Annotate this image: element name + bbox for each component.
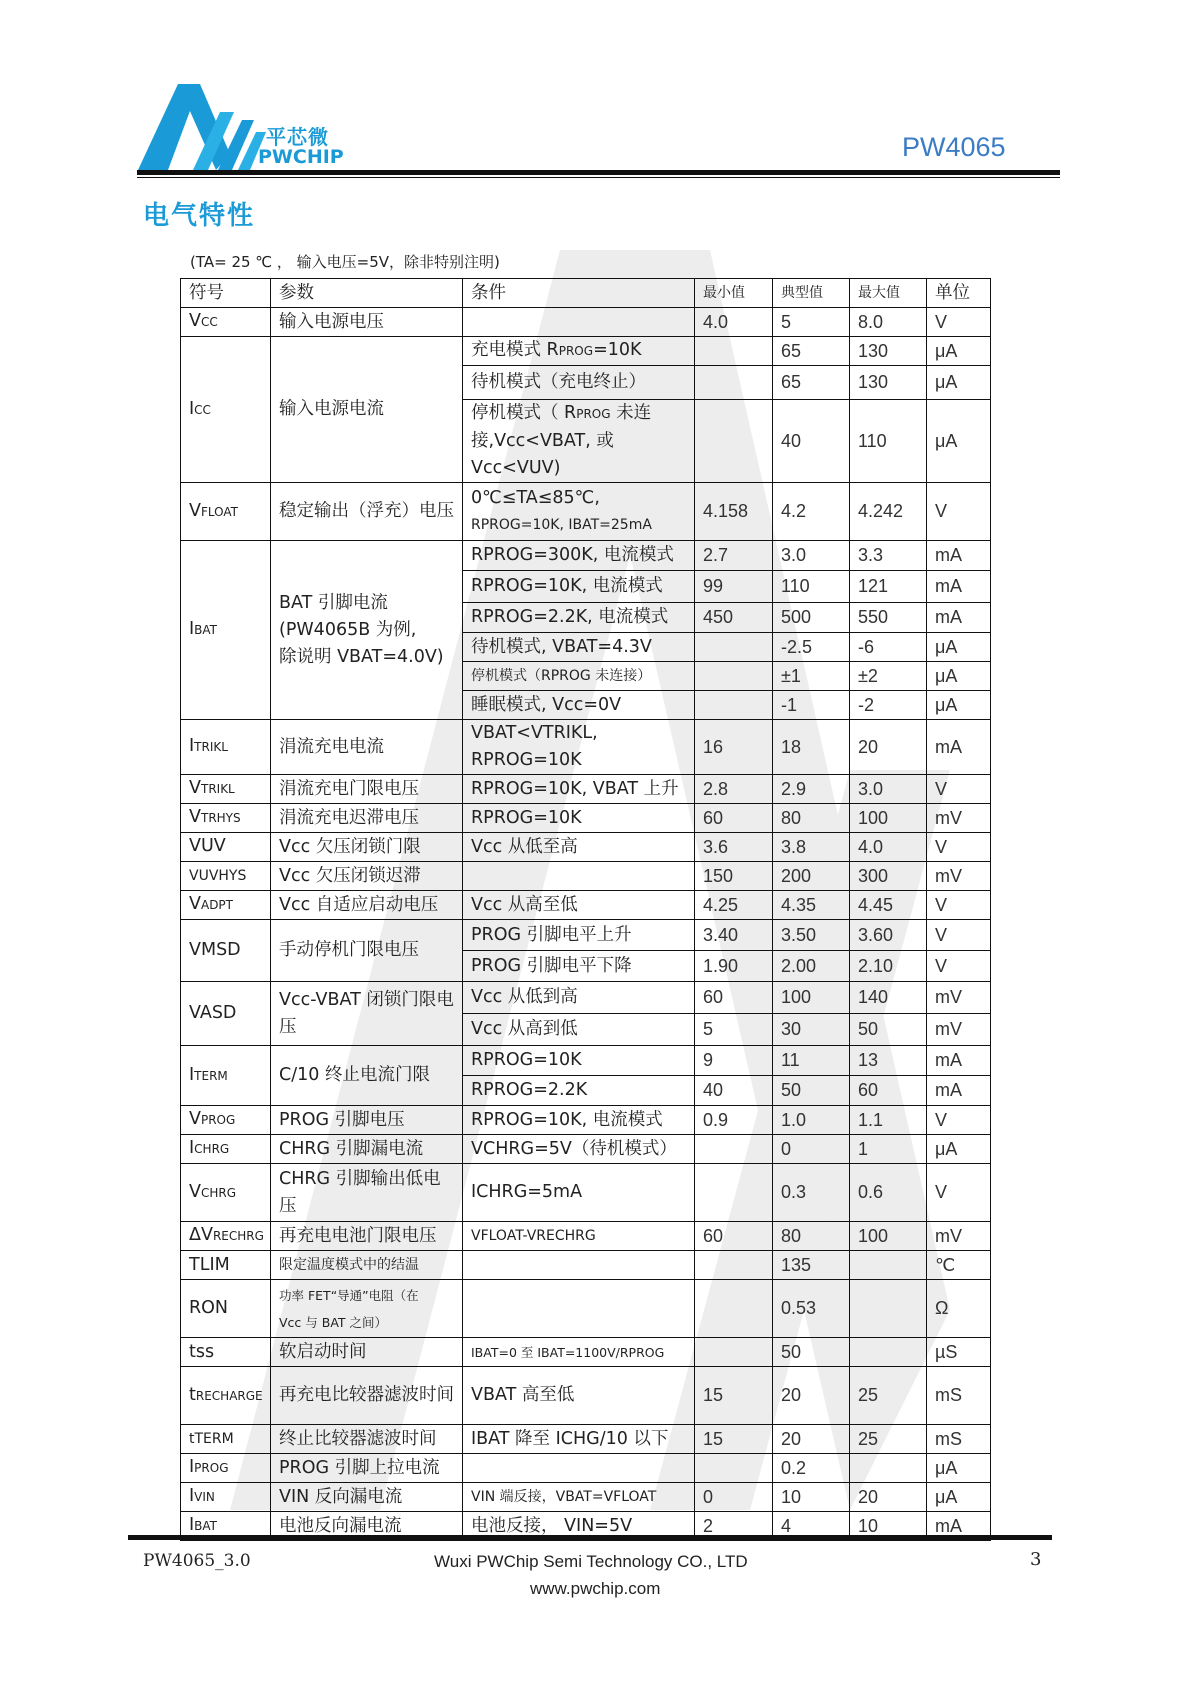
parameter-cell: 电池反向漏电流 — [271, 1512, 463, 1541]
company-url[interactable]: www.pwchip.com — [530, 1579, 661, 1598]
typ-cell: 100 — [773, 982, 850, 1014]
table-row — [181, 804, 991, 833]
min-cell: 4.25 — [695, 891, 773, 920]
symbol-cell: TLIM — [181, 1251, 271, 1280]
typ-cell: 110 — [773, 571, 850, 603]
condition-cell: RPROG=10K, 电流模式 — [463, 1106, 695, 1135]
table-row — [181, 775, 991, 804]
brand-name-en: PWCHIP — [258, 146, 344, 168]
symbol-cell: VUV — [181, 833, 271, 862]
table-row — [181, 1222, 991, 1251]
header-rule — [137, 170, 1060, 175]
max-cell — [850, 1251, 927, 1280]
min-cell — [695, 1135, 773, 1164]
table-row — [181, 1280, 991, 1338]
typ-cell: 3.50 — [773, 920, 850, 951]
typ-cell: 50 — [773, 1338, 850, 1367]
parameter-cell: Vcc-VBAT 闭锁门限电压 — [271, 982, 463, 1046]
max-cell — [850, 1280, 927, 1338]
condition-cell: 充电模式 RPROG=10K — [463, 337, 695, 366]
parameter-cell: 再充电电池门限电压 — [271, 1222, 463, 1251]
condition-cell: VFLOAT-VRECHRG — [463, 1222, 695, 1251]
max-cell: 3.60 — [850, 920, 927, 951]
unit-cell: mA — [927, 1046, 991, 1076]
min-cell — [695, 1338, 773, 1367]
symbol-cell: VPROG — [181, 1106, 271, 1135]
section-title: 电气特性 — [143, 201, 256, 231]
max-cell: 130 — [850, 337, 927, 366]
symbol-cell: VMSD — [181, 920, 271, 982]
condition-cell: VCHRG=5V（待机模式） — [463, 1135, 695, 1164]
max-cell: 300 — [850, 862, 927, 891]
max-cell: 0.6 — [850, 1164, 927, 1222]
condition-cell: PROG 引脚电平下降 — [463, 951, 695, 982]
condition-cell: 电池反接， VIN=5V — [463, 1512, 695, 1541]
table-row — [181, 1367, 991, 1425]
condition-cell: RPROG=10K, 电流模式 — [463, 571, 695, 603]
symbol-cell: IVIN — [181, 1483, 271, 1512]
unit-cell: μA — [927, 633, 991, 662]
parameter-cell: PROG 引脚电压 — [271, 1106, 463, 1135]
min-cell: 5 — [695, 1014, 773, 1046]
table-row — [181, 720, 991, 775]
symbol-cell: VTRIKL — [181, 775, 271, 804]
unit-cell: mA — [927, 720, 991, 775]
symbol-cell: ICC — [181, 337, 271, 483]
max-cell: 110 — [850, 400, 927, 483]
table-row — [181, 862, 991, 891]
unit-cell: μA — [927, 1135, 991, 1164]
unit-cell: mA — [927, 1076, 991, 1106]
typ-cell: 4.2 — [773, 483, 850, 541]
condition-cell: RPROG=300K, 电流模式 — [463, 541, 695, 571]
parameter-cell: 输入电源电流 — [271, 337, 463, 483]
min-cell: 16 — [695, 720, 773, 775]
symbol-cell: IPROG — [181, 1454, 271, 1483]
typ-cell: 200 — [773, 862, 850, 891]
header-unit: 单位 — [927, 279, 991, 308]
typ-cell: 18 — [773, 720, 850, 775]
condition-cell — [463, 1251, 695, 1280]
max-cell: 10 — [850, 1512, 927, 1541]
condition-cell: VIN 端反接，VBAT=VFLOAT — [463, 1483, 695, 1512]
typ-cell: 2.9 — [773, 775, 850, 804]
min-cell — [695, 662, 773, 691]
typ-cell: ±1 — [773, 662, 850, 691]
condition-cell: IBAT 降至 ICHG/10 以下 — [463, 1425, 695, 1454]
parameter-cell: 涓流充电门限电压 — [271, 775, 463, 804]
parameter-cell: 限定温度模式中的结温 — [271, 1251, 463, 1280]
table-row — [181, 1483, 991, 1512]
parameter-cell: Vcc 欠压闭锁门限 — [271, 833, 463, 862]
typ-cell: 135 — [773, 1251, 850, 1280]
condition-cell: Vcc 从低到高 — [463, 982, 695, 1014]
header-max: 最大值 — [850, 279, 927, 308]
unit-cell: Ω — [927, 1280, 991, 1338]
typ-cell: 5 — [773, 308, 850, 337]
condition-cell: 待机模式, VBAT=4.3V — [463, 633, 695, 662]
max-cell: 100 — [850, 804, 927, 833]
header-typ: 典型值 — [773, 279, 850, 308]
header-symbol: 符号 — [181, 279, 271, 308]
parameter-cell: 涓流充电迟滞电压 — [271, 804, 463, 833]
condition-cell: RPROG=10K — [463, 1046, 695, 1076]
typ-cell: 0 — [773, 1135, 850, 1164]
unit-cell: μA — [927, 400, 991, 483]
table-row — [181, 483, 991, 541]
unit-cell: mV — [927, 1014, 991, 1046]
parameter-cell: 再充电比较器滤波时间 — [271, 1367, 463, 1425]
max-cell: 25 — [850, 1367, 927, 1425]
condition-cell: RPROG=10K, VBAT 上升 — [463, 775, 695, 804]
max-cell: 20 — [850, 1483, 927, 1512]
symbol-cell: VTRHYS — [181, 804, 271, 833]
symbol-cell: tTERM — [181, 1425, 271, 1454]
unit-cell: ℃ — [927, 1251, 991, 1280]
min-cell — [695, 1454, 773, 1483]
min-cell: 2 — [695, 1512, 773, 1541]
min-cell: 450 — [695, 603, 773, 633]
min-cell — [695, 633, 773, 662]
symbol-cell: ITERM — [181, 1046, 271, 1106]
unit-cell: µS — [927, 1338, 991, 1367]
condition-cell: VBAT 高至低 — [463, 1367, 695, 1425]
parameter-cell: CHRG 引脚输出低电压 — [271, 1164, 463, 1222]
min-cell: 4.0 — [695, 308, 773, 337]
typ-cell: 80 — [773, 804, 850, 833]
unit-cell: mV — [927, 804, 991, 833]
min-cell: 0.9 — [695, 1106, 773, 1135]
unit-cell: V — [927, 951, 991, 982]
condition-cell: Vcc 从低至高 — [463, 833, 695, 862]
max-cell: 1.1 — [850, 1106, 927, 1135]
parameter-cell: C/10 终止电流门限 — [271, 1046, 463, 1106]
typ-cell: 4.35 — [773, 891, 850, 920]
max-cell: 550 — [850, 603, 927, 633]
condition-cell: 睡眠模式, Vcc=0V — [463, 691, 695, 720]
condition-cell: RPROG=2.2K, 电流模式 — [463, 603, 695, 633]
unit-cell: mS — [927, 1367, 991, 1425]
min-cell: 1.90 — [695, 951, 773, 982]
table-row — [181, 1425, 991, 1454]
max-cell: 1 — [850, 1135, 927, 1164]
symbol-cell: IBAT — [181, 541, 271, 720]
unit-cell: μA — [927, 1483, 991, 1512]
max-cell — [850, 1454, 927, 1483]
symbol-cell: IBAT — [181, 1512, 271, 1541]
typ-cell: 3.0 — [773, 541, 850, 571]
parameter-cell: 手动停机门限电压 — [271, 920, 463, 982]
unit-cell: mA — [927, 541, 991, 571]
table-row — [181, 1106, 991, 1135]
table-row — [181, 308, 991, 337]
max-cell: 60 — [850, 1076, 927, 1106]
min-cell — [695, 1251, 773, 1280]
min-cell — [695, 1164, 773, 1222]
typ-cell: -1 — [773, 691, 850, 720]
parameter-cell: 终止比较器滤波时间 — [271, 1425, 463, 1454]
symbol-cell: VFLOAT — [181, 483, 271, 541]
symbol-cell: RON — [181, 1280, 271, 1338]
parameter-cell: 输入电源电压 — [271, 308, 463, 337]
typ-cell: 4 — [773, 1512, 850, 1541]
condition-cell: IBAT=0 至 IBAT=1100V/RPROG — [463, 1338, 695, 1367]
table-row — [181, 891, 991, 920]
unit-cell: V — [927, 483, 991, 541]
parameter-cell: Vcc 自适应启动电压 — [271, 891, 463, 920]
unit-cell: V — [927, 920, 991, 951]
page-number: 3 — [1030, 1549, 1042, 1570]
typ-cell: 1.0 — [773, 1106, 850, 1135]
condition-cell: Vcc 从高至低 — [463, 891, 695, 920]
symbol-cell: VUVHYS — [181, 862, 271, 891]
typ-cell: 0.53 — [773, 1280, 850, 1338]
condition-cell: RPROG=10K — [463, 804, 695, 833]
min-cell: 0 — [695, 1483, 773, 1512]
table-row — [181, 982, 991, 1014]
min-cell: 9 — [695, 1046, 773, 1076]
condition-cell: 待机模式（充电终止） — [463, 366, 695, 400]
header-condition: 条件 — [463, 279, 695, 308]
unit-cell: V — [927, 833, 991, 862]
max-cell: 2.10 — [850, 951, 927, 982]
min-cell: 4.158 — [695, 483, 773, 541]
typ-cell: 30 — [773, 1014, 850, 1046]
typ-cell: 50 — [773, 1076, 850, 1106]
min-cell: 3.6 — [695, 833, 773, 862]
header-parameter: 参数 — [271, 279, 463, 308]
max-cell: 4.0 — [850, 833, 927, 862]
condition-cell: VBAT<VTRIKL, RPROG=10K — [463, 720, 695, 775]
header-min: 最小值 — [695, 279, 773, 308]
condition-cell: RPROG=2.2K — [463, 1076, 695, 1106]
min-cell: 15 — [695, 1367, 773, 1425]
min-cell — [695, 691, 773, 720]
min-cell: 15 — [695, 1425, 773, 1454]
unit-cell: V — [927, 1164, 991, 1222]
table-row — [181, 1251, 991, 1280]
unit-cell: mA — [927, 1512, 991, 1541]
max-cell: 4.242 — [850, 483, 927, 541]
table-row — [181, 833, 991, 862]
table-row — [181, 1135, 991, 1164]
unit-cell: μA — [927, 1454, 991, 1483]
parameter-cell: 软启动时间 — [271, 1338, 463, 1367]
unit-cell: mA — [927, 571, 991, 603]
unit-cell: mS — [927, 1425, 991, 1454]
header-rule-thin — [137, 177, 1060, 178]
condition-cell — [463, 862, 695, 891]
typ-cell: 11 — [773, 1046, 850, 1076]
condition-cell: 停机模式（ RPROG 未连接,Vcc<VBAT, 或 Vcc<VUV) — [463, 400, 695, 483]
min-cell: 99 — [695, 571, 773, 603]
condition-cell: 0℃≤TA≤85℃, RPROG=10K, IBAT=25mA — [463, 483, 695, 541]
min-cell: 2.8 — [695, 775, 773, 804]
typ-cell: 65 — [773, 337, 850, 366]
parameter-cell: CHRG 引脚漏电流 — [271, 1135, 463, 1164]
max-cell: 13 — [850, 1046, 927, 1076]
symbol-cell: VASD — [181, 982, 271, 1046]
max-cell: 8.0 — [850, 308, 927, 337]
min-cell — [695, 1280, 773, 1338]
min-cell: 60 — [695, 804, 773, 833]
max-cell: 25 — [850, 1425, 927, 1454]
condition-cell: PROG 引脚电平上升 — [463, 920, 695, 951]
table-row — [181, 1454, 991, 1483]
min-cell — [695, 337, 773, 366]
unit-cell: μA — [927, 337, 991, 366]
parameter-cell: 功率 FET“导通”电阻（在 Vcc 与 BAT 之间） — [271, 1280, 463, 1338]
condition-cell: ICHRG=5mA — [463, 1164, 695, 1222]
unit-cell: mV — [927, 982, 991, 1014]
condition-cell — [463, 1454, 695, 1483]
typ-cell: 500 — [773, 603, 850, 633]
unit-cell: μA — [927, 662, 991, 691]
symbol-cell: VCHRG — [181, 1164, 271, 1222]
typ-cell: 65 — [773, 366, 850, 400]
condition-cell: Vcc 从高到低 — [463, 1014, 695, 1046]
min-cell: 60 — [695, 1222, 773, 1251]
table-row — [181, 1164, 991, 1222]
table-row — [181, 1338, 991, 1367]
table-header-row — [181, 279, 991, 308]
max-cell: 50 — [850, 1014, 927, 1046]
unit-cell: mA — [927, 603, 991, 633]
symbol-cell: tss — [181, 1338, 271, 1367]
min-cell — [695, 366, 773, 400]
table-row — [181, 541, 991, 571]
symbol-cell: ICHRG — [181, 1135, 271, 1164]
unit-cell: V — [927, 891, 991, 920]
typ-cell: 10 — [773, 1483, 850, 1512]
typ-cell: 20 — [773, 1425, 850, 1454]
typ-cell: 3.8 — [773, 833, 850, 862]
doc-version: PW4065_3.0 — [143, 1551, 251, 1571]
max-cell: -2 — [850, 691, 927, 720]
symbol-cell: VADPT — [181, 891, 271, 920]
parameter-cell: BAT 引脚电流 (PW4065B 为例, 除说明 VBAT=4.0V) — [271, 541, 463, 720]
min-cell: 60 — [695, 982, 773, 1014]
min-cell — [695, 400, 773, 483]
max-cell: 3.0 — [850, 775, 927, 804]
table-row — [181, 920, 991, 951]
unit-cell: mV — [927, 1222, 991, 1251]
condition-cell — [463, 1280, 695, 1338]
parameter-cell: VIN 反向漏电流 — [271, 1483, 463, 1512]
company-name: Wuxi PWChip Semi Technology CO., LTD — [434, 1552, 748, 1571]
min-cell: 150 — [695, 862, 773, 891]
max-cell — [850, 1338, 927, 1367]
max-cell: 20 — [850, 720, 927, 775]
unit-cell: mV — [927, 862, 991, 891]
typ-cell: 0.2 — [773, 1454, 850, 1483]
parameter-cell: PROG 引脚上拉电流 — [271, 1454, 463, 1483]
typ-cell: 2.00 — [773, 951, 850, 982]
unit-cell: μA — [927, 366, 991, 400]
symbol-cell: tRECHARGE — [181, 1367, 271, 1425]
max-cell: 100 — [850, 1222, 927, 1251]
condition-cell: 停机模式（RPROG 未连接） — [463, 662, 695, 691]
parameter-cell: 涓流充电电流 — [271, 720, 463, 775]
condition-cell — [463, 308, 695, 337]
unit-cell: μA — [927, 691, 991, 720]
typ-cell: 80 — [773, 1222, 850, 1251]
unit-cell: V — [927, 308, 991, 337]
parameter-cell: Vcc 欠压闭锁迟滞 — [271, 862, 463, 891]
electrical-characteristics-table — [180, 278, 991, 1541]
unit-cell: V — [927, 1106, 991, 1135]
typ-cell: 0.3 — [773, 1164, 850, 1222]
footer-rule — [128, 1535, 1052, 1540]
max-cell: -6 — [850, 633, 927, 662]
parameter-cell: 稳定输出（浮充）电压 — [271, 483, 463, 541]
typ-cell: -2.5 — [773, 633, 850, 662]
max-cell: 140 — [850, 982, 927, 1014]
max-cell: ±2 — [850, 662, 927, 691]
typ-cell: 40 — [773, 400, 850, 483]
typ-cell: 20 — [773, 1367, 850, 1425]
max-cell: 4.45 — [850, 891, 927, 920]
symbol-cell: ITRIKL — [181, 720, 271, 775]
min-cell: 3.40 — [695, 920, 773, 951]
part-number: PW4065 — [902, 132, 1006, 162]
test-conditions: (TA= 25 ℃ ， 输入电压=5V，除非特别注明) — [190, 253, 500, 271]
brand-name-cn: 平芯微 — [266, 125, 329, 149]
min-cell: 40 — [695, 1076, 773, 1106]
max-cell: 130 — [850, 366, 927, 400]
symbol-cell: ΔVRECHRG — [181, 1222, 271, 1251]
table-row — [181, 1046, 991, 1076]
unit-cell: V — [927, 775, 991, 804]
table-row — [181, 337, 991, 366]
min-cell: 2.7 — [695, 541, 773, 571]
symbol-cell: VCC — [181, 308, 271, 337]
max-cell: 121 — [850, 571, 927, 603]
max-cell: 3.3 — [850, 541, 927, 571]
